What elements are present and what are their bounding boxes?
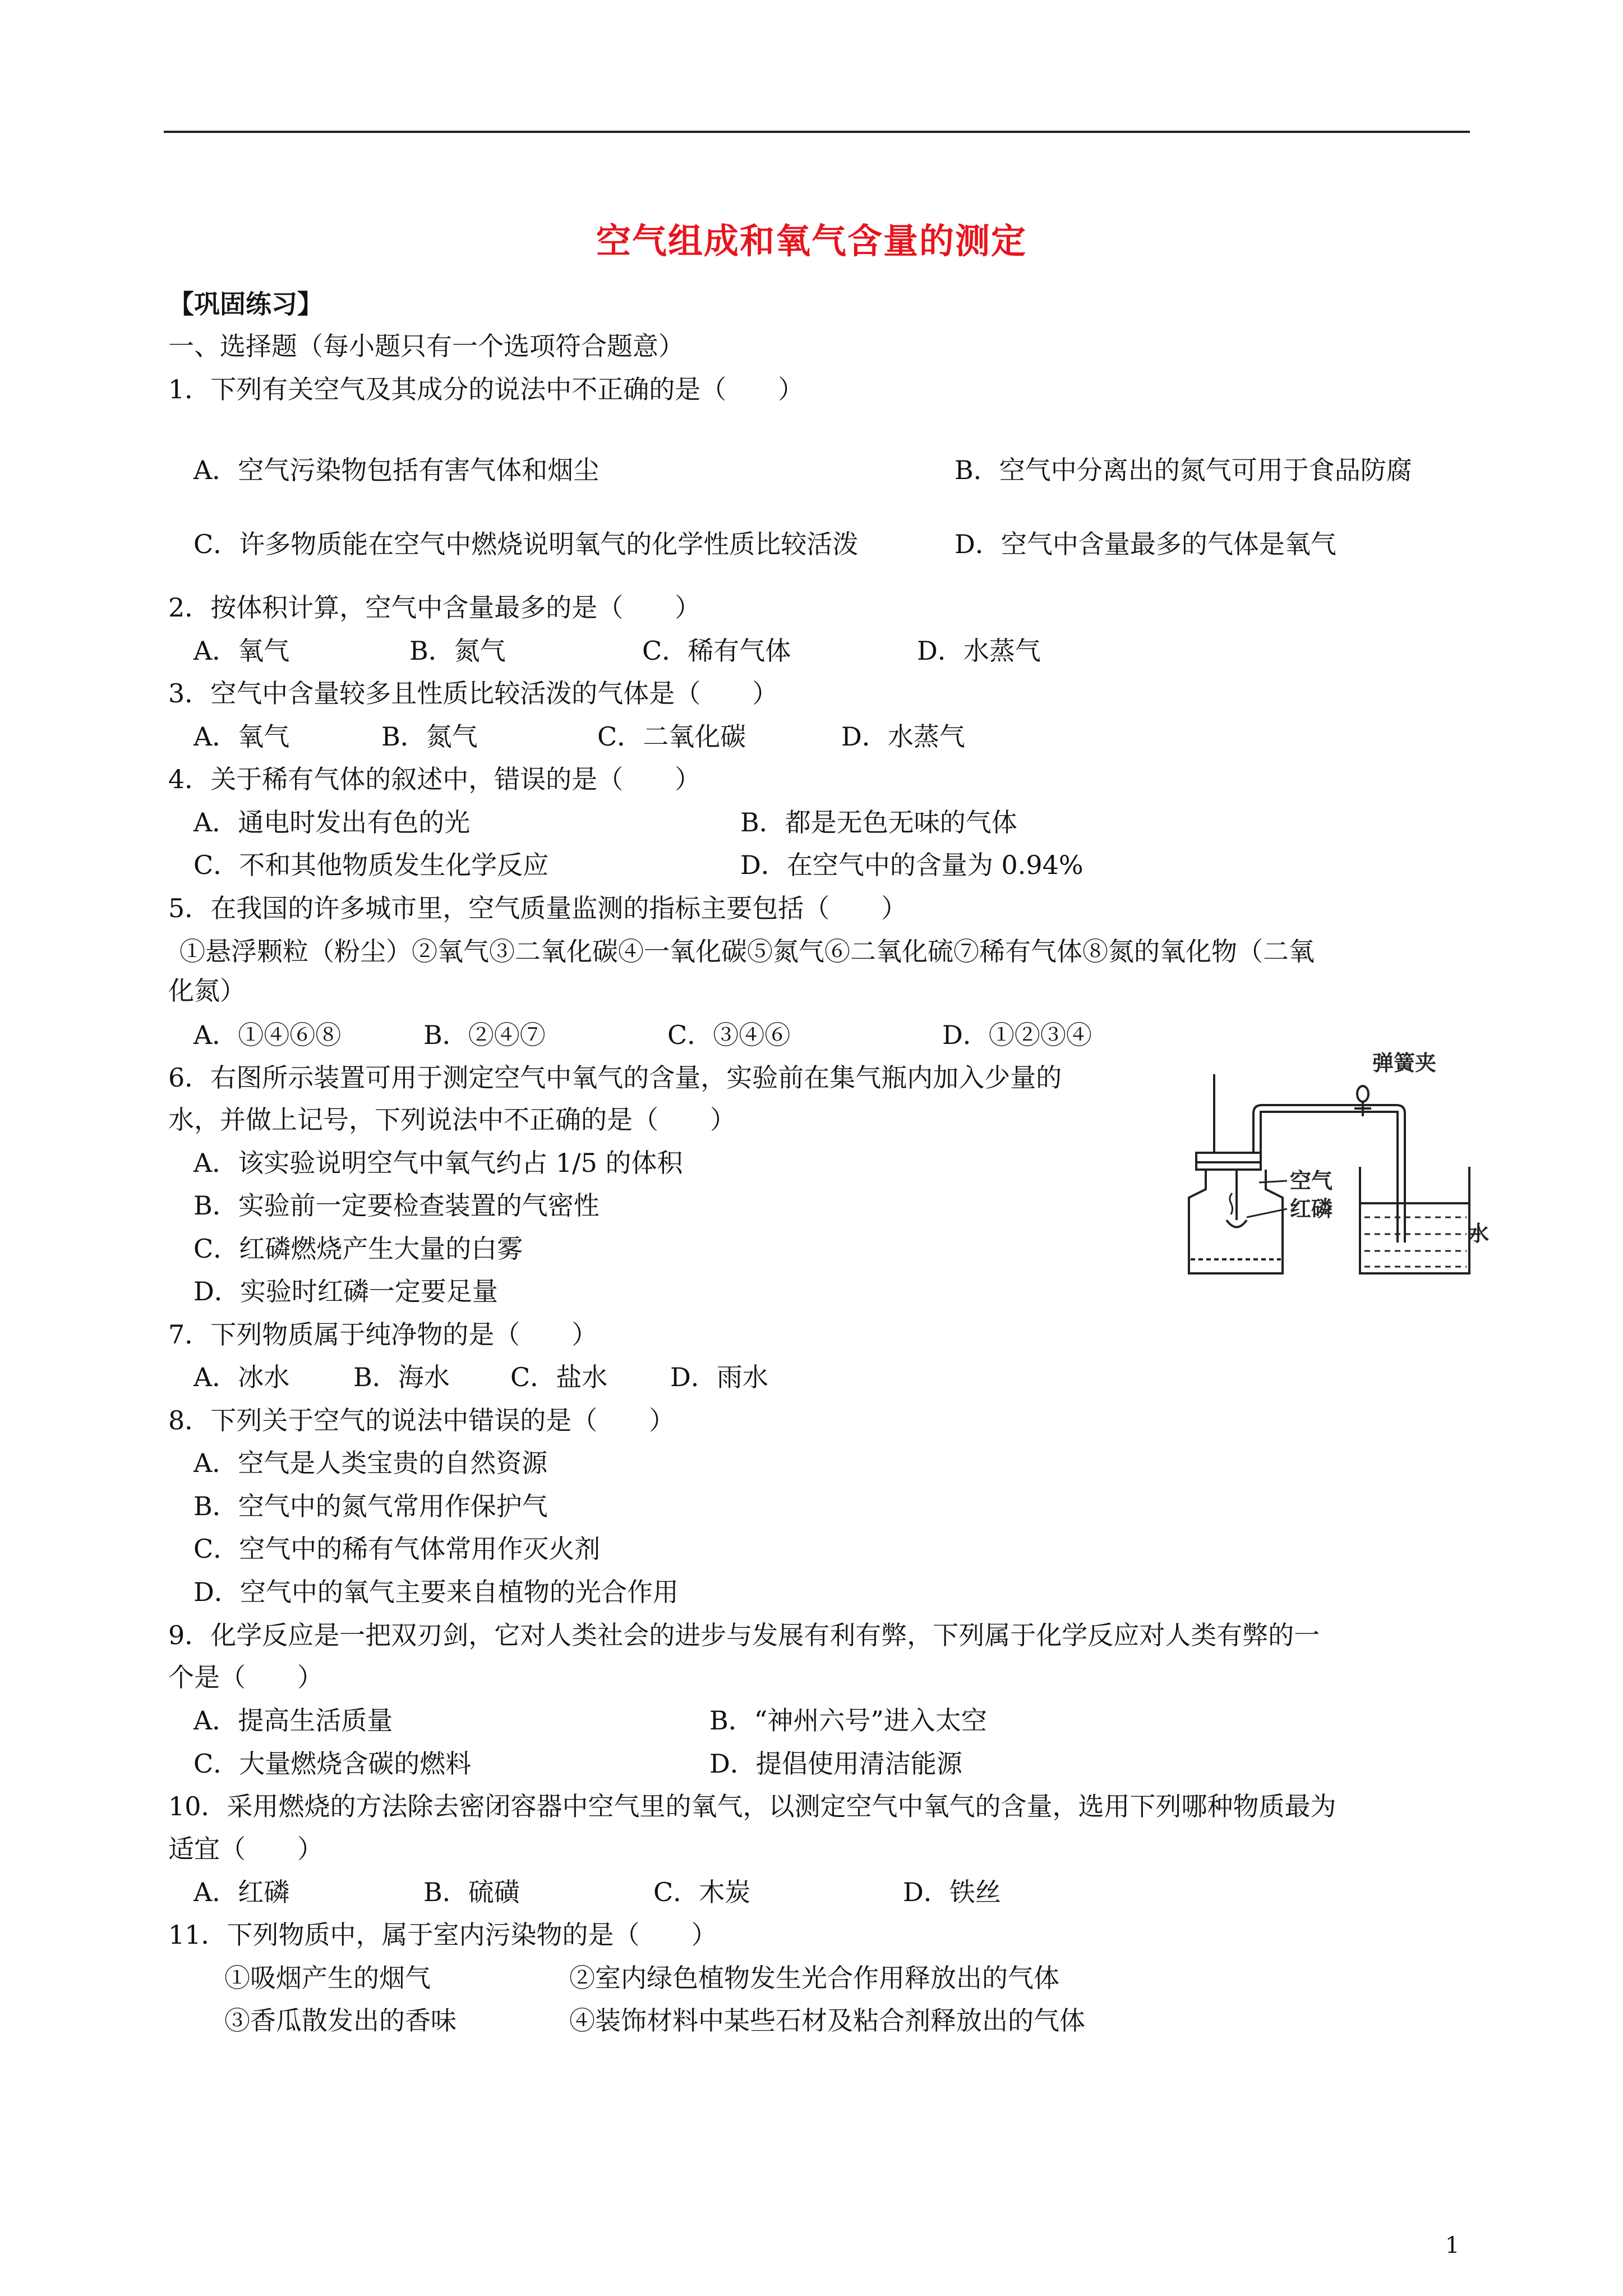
question-10-stem-line-1: 10．采用燃烧的方法除去密闭容器中空气里的氧气，以测定空气中氧气的含量，选用下列哪种物质最为 xyxy=(168,1791,1336,1821)
question-5-option-a: A．①④⑥⑧ xyxy=(193,1020,342,1050)
question-7-option-d: D．雨水 xyxy=(670,1362,768,1392)
question-7-option-c: C．盐水 xyxy=(510,1362,608,1392)
question-4-option-d: D．在空气中的含量为 0.94% xyxy=(740,850,1083,880)
question-3-option-c: C．二氧化碳 xyxy=(597,721,746,752)
question-3-option-b: B．氮气 xyxy=(381,721,478,752)
question-8-option-d: D．空气中的氧气主要来自植物的光合作用 xyxy=(193,1577,679,1607)
question-8-option-c: C．空气中的稀有气体常用作灭火剂 xyxy=(193,1534,601,1564)
question-2-option-d: D．水蒸气 xyxy=(917,636,1041,666)
figure-label-water: 水 xyxy=(1468,1221,1489,1246)
question-8-option-b: B．空气中的氮气常用作保护气 xyxy=(193,1491,548,1521)
question-5-option-c: C．③④⑥ xyxy=(667,1020,791,1050)
question-4-option-b: B．都是无色无味的气体 xyxy=(740,807,1017,838)
question-2-option-a: A．氧气 xyxy=(193,636,290,666)
section-label: 【巩固练习】 xyxy=(168,289,323,319)
question-11-item-2: ②室内绿色植物发生光合作用释放出的气体 xyxy=(569,1963,1059,1993)
question-5-list-line-2: 化氮） xyxy=(168,976,246,1006)
question-6-option-b: B．实验前一定要检查装置的气密性 xyxy=(193,1190,600,1221)
page-number: 1 xyxy=(1445,2233,1460,2258)
question-2-option-c: C．稀有气体 xyxy=(642,636,791,666)
question-6-option-d: D．实验时红磷一定要足量 xyxy=(193,1276,498,1306)
question-11-item-4: ④装饰材料中某些石材及粘合剂释放出的气体 xyxy=(569,2005,1085,2036)
figure-label-clamp: 弹簧夹 xyxy=(1372,1051,1437,1075)
question-4-stem: 4．关于稀有气体的叙述中，错误的是（ ） xyxy=(168,764,701,794)
question-5-stem: 5．在我国的许多城市里，空气质量监测的指标主要包括（ ） xyxy=(168,893,907,923)
figure-label-red-phosphorus: 红磷 xyxy=(1290,1197,1333,1221)
question-11-stem: 11．下列物质中，属于室内污染物的是（ ） xyxy=(168,1920,717,1950)
question-10-option-c: C．木炭 xyxy=(653,1877,751,1907)
question-7-stem: 7．下列物质属于纯净物的是（ ） xyxy=(168,1319,598,1350)
question-10-stem-line-2: 适宜（ ） xyxy=(168,1834,323,1864)
question-9-option-d: D．提倡使用清洁能源 xyxy=(709,1749,962,1779)
question-5-option-d: D．①②③④ xyxy=(942,1020,1092,1050)
question-9-option-a: A．提高生活质量 xyxy=(193,1705,393,1736)
question-11-item-3: ③香瓜散发出的香味 xyxy=(224,2005,457,2036)
part-heading: 一、选择题（每小题只有一个选项符合题意） xyxy=(168,331,684,361)
question-4-option-a: A．通电时发出有色的光 xyxy=(193,807,471,838)
oxygen-measurement-apparatus-figure xyxy=(1175,1043,1489,1285)
question-1-option-c: C．许多物质能在空气中燃烧说明氧气的化学性质比较活泼 xyxy=(193,529,859,559)
question-10-option-d: D．铁丝 xyxy=(903,1877,1001,1907)
question-8-option-a: A．空气是人类宝贵的自然资源 xyxy=(193,1448,548,1478)
question-1-option-d: D．空气中含量最多的气体是氧气 xyxy=(955,529,1336,559)
document-title: 空气组成和氧气含量的测定 xyxy=(596,220,1027,261)
question-2-option-b: B．氮气 xyxy=(409,636,506,666)
question-3-stem: 3．空气中含量较多且性质比较活泼的气体是（ ） xyxy=(168,678,778,708)
question-4-option-c: C．不和其他物质发生化学反应 xyxy=(193,850,549,880)
question-10-option-b: B．硫磺 xyxy=(423,1877,520,1907)
question-11-item-1: ①吸烟产生的烟气 xyxy=(224,1963,431,1993)
question-6-option-a: A．该实验说明空气中氧气约占 1/5 的体积 xyxy=(193,1148,683,1178)
question-7-option-b: B．海水 xyxy=(353,1362,450,1392)
header-rule xyxy=(164,131,1470,133)
question-1-option-b: B．空气中分离出的氮气可用于食品防腐 xyxy=(955,455,1412,485)
question-3-option-d: D．水蒸气 xyxy=(841,721,965,752)
question-9-stem-line-2: 个是（ ） xyxy=(168,1662,323,1692)
question-9-option-b: B．“神州六号”进入太空 xyxy=(709,1705,987,1736)
question-6-stem-line-1: 6．右图所示装置可用于测定空气中氧气的含量，实验前在集气瓶内加入少量的 xyxy=(168,1062,1062,1093)
question-7-option-a: A．冰水 xyxy=(193,1362,290,1392)
question-9-stem-line-1: 9．化学反应是一把双刃剑，它对人类社会的进步与发展有利有弊，下列属于化学反应对人类有弊的一 xyxy=(168,1620,1320,1650)
question-6-stem-line-2: 水，并做上记号，下列说法中不正确的是（ ） xyxy=(168,1105,736,1135)
question-3-option-a: A．氧气 xyxy=(193,721,290,752)
figure-label-air: 空气 xyxy=(1290,1168,1333,1193)
question-5-option-b: B．②④⑦ xyxy=(423,1020,546,1050)
question-8-stem: 8．下列关于空气的说法中错误的是（ ） xyxy=(168,1405,675,1435)
question-1-option-a: A．空气污染物包括有害气体和烟尘 xyxy=(193,455,600,485)
question-10-option-a: A．红磷 xyxy=(193,1877,290,1907)
question-1-stem: 1．下列有关空气及其成分的说法中不正确的是（ ） xyxy=(168,374,804,404)
question-2-stem: 2．按体积计算，空气中含量最多的是（ ） xyxy=(168,592,701,623)
question-9-option-c: C．大量燃烧含碳的燃料 xyxy=(193,1749,472,1779)
question-6-option-c: C．红磷燃烧产生大量的白雾 xyxy=(193,1234,523,1264)
question-5-list-line-1: ①悬浮颗粒（粉尘）②氧气③二氧化碳④一氧化碳⑤氮气⑥二氧化硫⑦稀有气体⑧氮的氧化物（二氧 xyxy=(179,936,1315,967)
